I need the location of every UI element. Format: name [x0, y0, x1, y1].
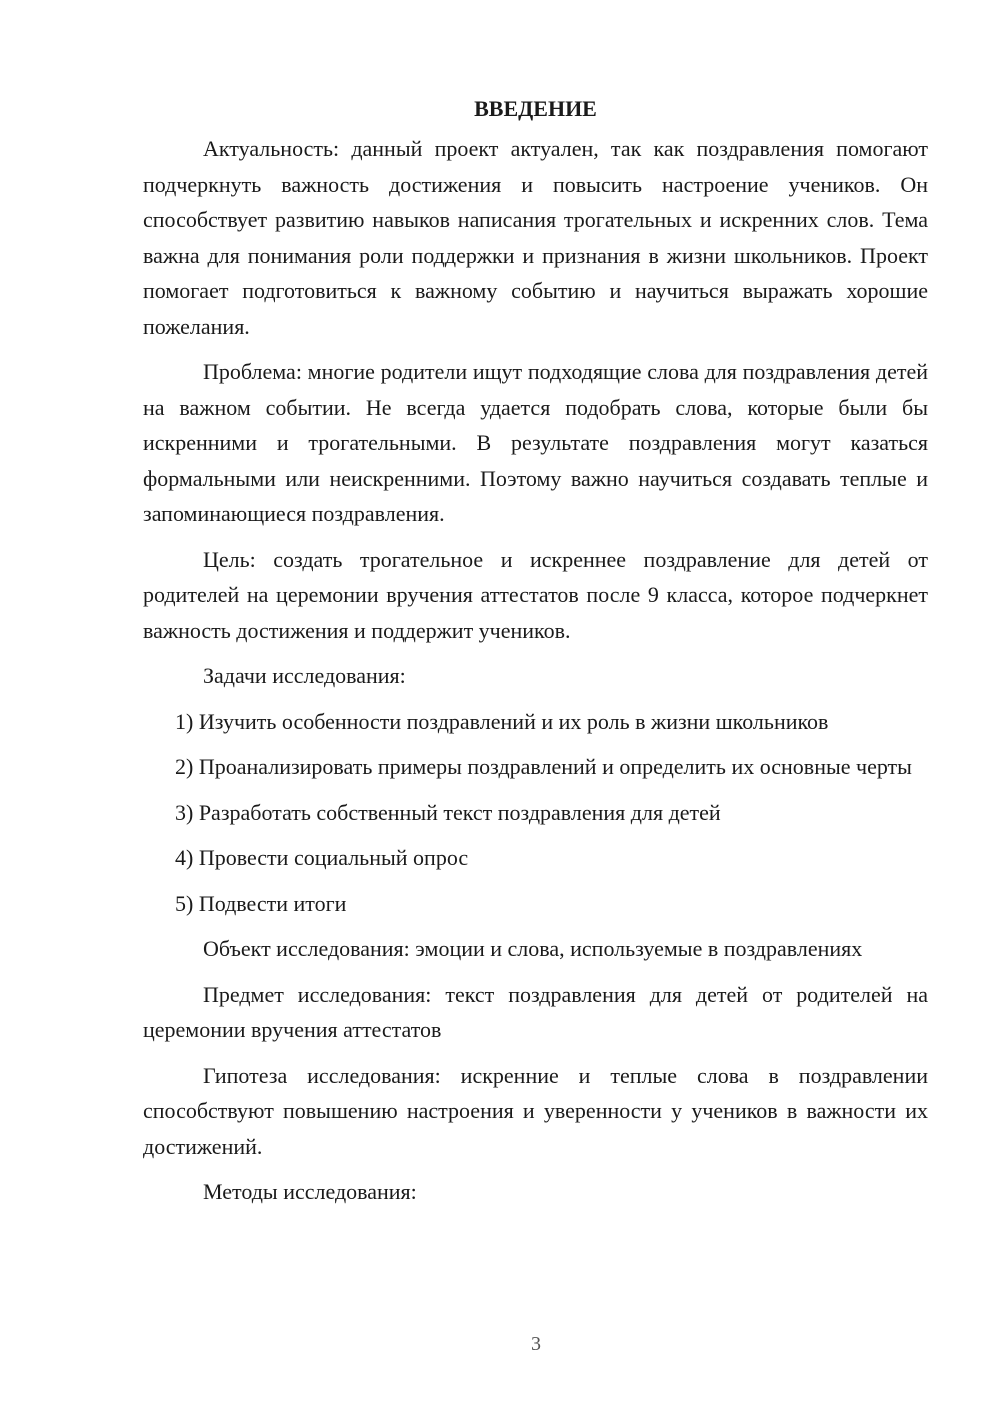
task-item-3: 3) Разработать собственный текст поздравления для детей — [175, 799, 721, 825]
page-number: 3 — [531, 1333, 541, 1355]
task-item-4: 4) Провести социальный опрос — [175, 845, 469, 870]
subject-paragraph: Предмет исследования: текст поздравления для детей от родителей на церемонии вручения аттестатов — [143, 981, 928, 1042]
problem-paragraph: Проблема: многие родители ищут подходящие слова для поздравления детей на важном событии. Не всегда удается подобрать слова, которые были бы искренними и трогательными. В результате поздравления могут казаться формальными или неискренними. Поэтому важно научиться создавать теплые и запоминающиеся поздравления. — [143, 359, 928, 526]
hypothesis-paragraph: Гипотеза исследования: искренние и теплые слова в поздравлении способствуют повышению настроения и уверенности у учеников в важности их достижений. — [143, 1062, 928, 1159]
tasks-heading: Задачи исследования: — [203, 663, 406, 688]
task-item-2: 2) Проанализировать примеры поздравлений и определить их основные черты — [175, 754, 912, 779]
relevance-paragraph: Актуальность: данный проект актуален, так как поздравления помогают подчеркнуть важность достижения и повысить настроение учеников. Он способствует развитию навыков написания трогательных и искренних слов. Тема важна для понимания роли поддержки и признания в жизни школьников. Проект помогает подготовиться к важному событию и научиться выражать хорошие пожелания. — [143, 136, 928, 339]
document-body — [143, 91, 928, 1220]
task-item-5: 5) Подвести итоги — [175, 890, 347, 916]
section-title: ВВЕДЕНИЕ — [474, 96, 597, 121]
goal-paragraph: Цель: создать трогательное и искреннее поздравление для детей от родителей на церемонии вручения аттестатов после 9 класса, которое подчеркнет важность достижения и поддержит учеников. — [143, 546, 928, 643]
methods-heading: Методы исследования: — [203, 1179, 417, 1204]
object-paragraph: Объект исследования: эмоции и слова, используемые в поздравлениях — [203, 936, 863, 961]
task-item-1: 1) Изучить особенности поздравлений и их роль в жизни школьников — [175, 708, 829, 734]
